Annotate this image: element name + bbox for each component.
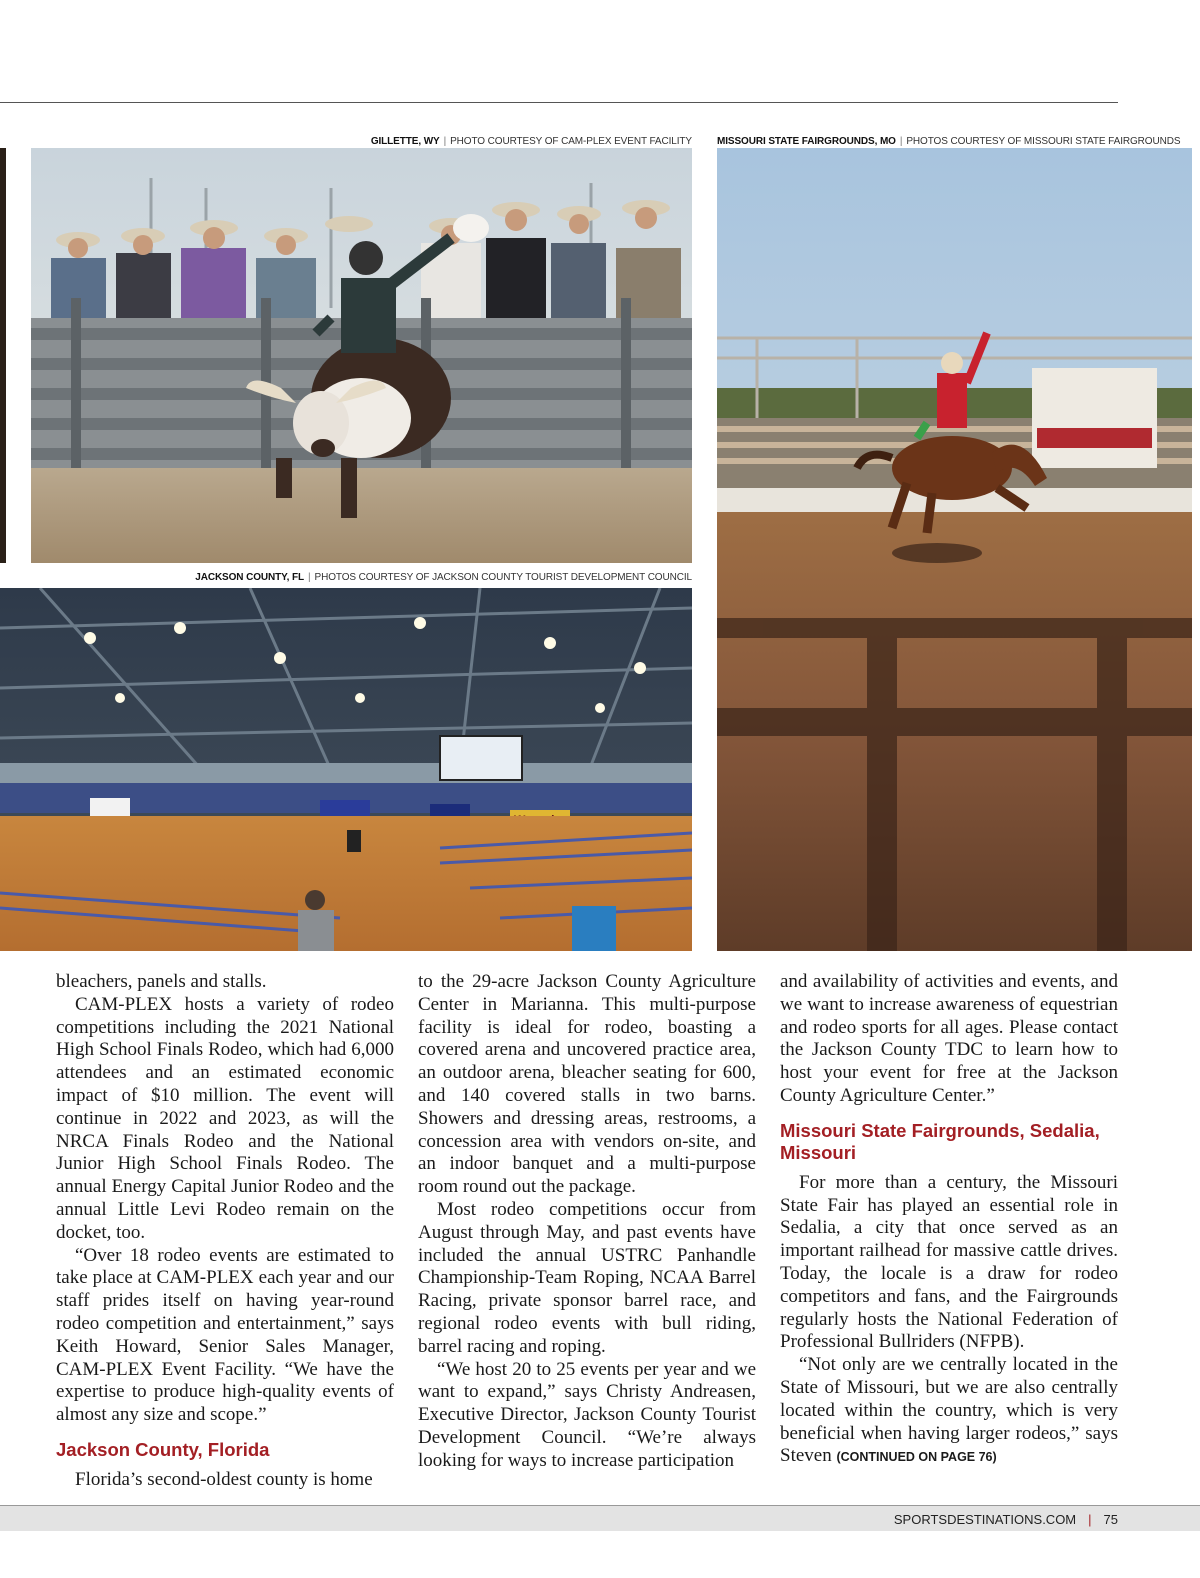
paragraph: “We host 20 to 25 events per year and we want to expand,” says Christy Andreasen, Executive Director, Jackson County Tourist Development Council. “We’re always looking for ways to increase participation [418, 1358, 756, 1471]
caption-location: JACKSON COUNTY, FL [195, 572, 304, 583]
paragraph: CAM-PLEX hosts a variety of rodeo competitions including the 2021 National High School Finals Rodeo, which had 6,000 attendees and an estimated economic impact of $10 million. The event will continue in 2022 and 2023, as will the NRCA Finals Rodeo and the National Junior High School Finals Rodeo. The annual Energy Capital Junior Rodeo and the annual Little Levi Rodeo remain on the docket, too. [56, 993, 394, 1243]
paragraph: to the 29-acre Jackson County Agriculture Center in Marianna. This multi-purpose facility is ideal for rodeo, boasting a covered arena and uncovered practice area, an outdoor arena, bleacher seating for 600, and 140 covered stalls in two barns. Showers and dressing areas, restrooms, a concession area with vendors on-site, and an indoor banquet and a multi-purpose room round out the package. [418, 971, 756, 1198]
bronc-riding-illustration [717, 148, 1192, 951]
paragraph: For more than a century, the Missouri State Fair has played an essential role in Sedalia, a city that once served as an important railhead for massive cattle drives. Today, the locale is a draw for rodeo competitors and fans, and the Fairgrounds regularly hosts the National Federation of Professional Bullriders (NFPB). [780, 1171, 1118, 1353]
footer-separator: | [1088, 1512, 1092, 1527]
paragraph: bleachers, panels and stalls. [56, 971, 267, 992]
top-rule [0, 102, 1118, 103]
continued-on-page-link[interactable]: (CONTINUED ON PAGE 76) [836, 1450, 997, 1465]
caption-credit: PHOTOS COURTESY OF MISSOURI STATE FAIRGROUNDS [906, 136, 1181, 147]
caption-gillette: GILLETTE, WY | PHOTO COURTESY OF CAM-PLEX EVENT FACILITY [370, 136, 692, 147]
photo-gillette-bull-riding [31, 148, 692, 563]
footer [894, 1512, 1118, 1527]
caption-missouri: MISSOURI STATE FAIRGROUNDS, MO | PHOTOS COURTESY OF MISSOURI STATE FAIRGROUNDS [717, 136, 1181, 147]
paragraph: Florida’s second-oldest county is home [75, 1468, 373, 1490]
bull-riding-illustration [31, 148, 692, 563]
paragraph: Most rodeo competitions occur from August through May, and past events have included the annual USTRC Panhandle Championship-Team Roping, NCAA Barrel Racing, private sponsor barrel race, and regional rodeo events with bull riding, barrel racing and roping. [418, 1198, 756, 1357]
paragraph-text: “Not only are we centrally located in the State of Missouri, but we are also centrally located within the country, which is very beneficial when having larger rodeos,” says Steven [780, 1354, 1118, 1467]
article-column-2 [418, 971, 756, 1473]
article-column-3 [780, 971, 1118, 1469]
caption-credit: PHOTO COURTESY OF CAM-PLEX EVENT FACILITY [450, 136, 692, 147]
previous-photo-edge [0, 148, 6, 563]
page-number: 75 [1103, 1512, 1118, 1527]
photo-jackson-county-arena [0, 588, 692, 951]
section-heading-missouri-state-fairgrounds: Missouri State Fairgrounds, Sedalia, Missouri [780, 1119, 1100, 1163]
paragraph: “Over 18 rodeo events are estimated to take place at CAM-PLEX each year and our staff prides itself on having year-round rodeo competition and entertainment,” says Keith Howard, Senior Sales Manager, CAM-PLEX Event Facility. “We have the expertise to produce high-quality events of almost any size and scope.” [56, 1244, 394, 1426]
caption-location: MISSOURI STATE FAIRGROUNDS, MO [717, 136, 896, 147]
caption-credit: PHOTOS COURTESY OF JACKSON COUNTY TOURIST DEVELOPMENT COUNCIL [314, 572, 692, 583]
section-heading-jackson-county: Jackson County, Florida [56, 1438, 270, 1460]
photo-missouri-bronc-riding [717, 148, 1192, 951]
footer-website[interactable]: SPORTSDESTINATIONS.COM [893, 1512, 1077, 1527]
paragraph: and availability of activities and events, and we want to increase awareness of equestrian and rodeo sports for all ages. Please contact the Jackson County TDC to learn how to host your event for free at the Jackson County Agriculture Center.” [780, 971, 1118, 1106]
caption-location: GILLETTE, WY [370, 136, 440, 147]
caption-jackson: JACKSON COUNTY, FL | PHOTOS COURTESY OF JACKSON COUNTY TOURIST DEVELOPMENT COUNCIL [195, 572, 692, 583]
paragraph [780, 1354, 1118, 1469]
indoor-arena-illustration [0, 588, 692, 951]
article-column-1 [56, 971, 394, 1492]
